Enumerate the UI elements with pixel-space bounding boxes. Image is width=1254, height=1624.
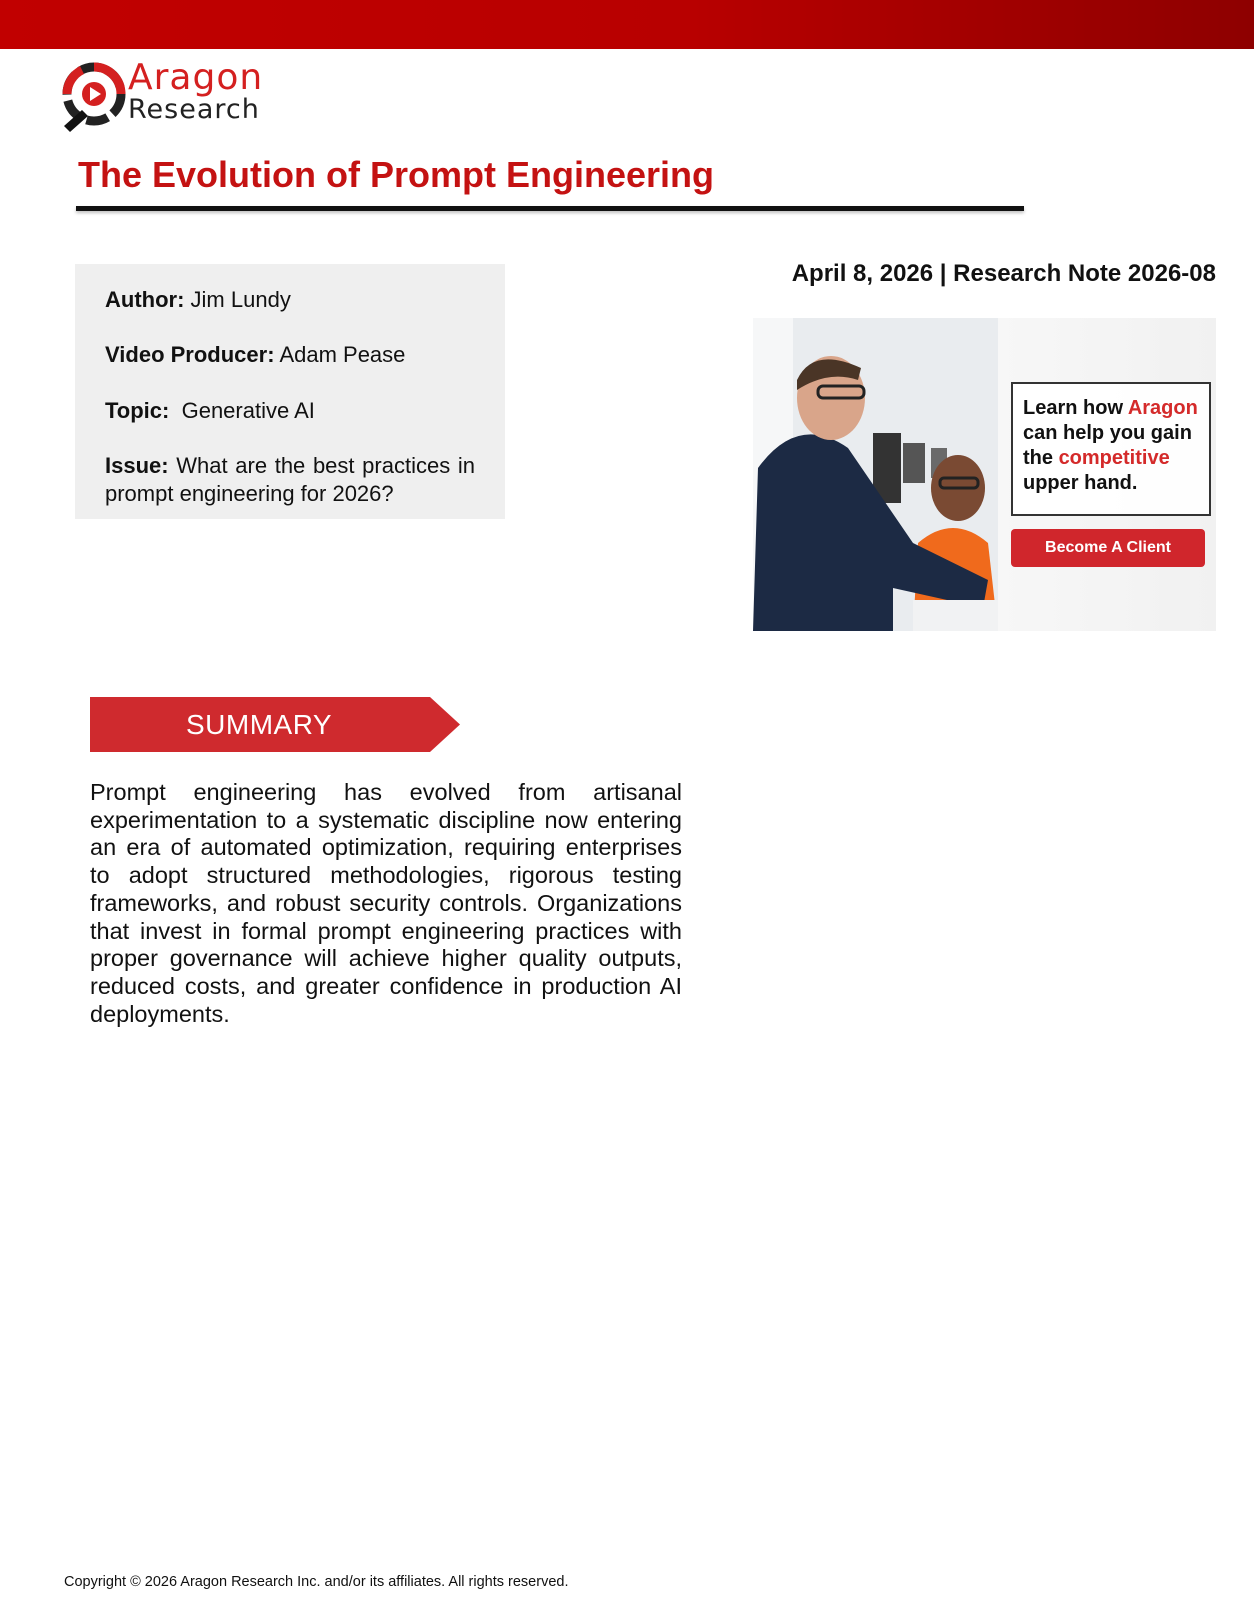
issue-value: What are the best practices in prompt engineering for 2026? — [105, 453, 475, 506]
ad-text-aragon: Aragon — [1127, 397, 1198, 419]
ad-message-box — [1011, 382, 1211, 516]
dateline: April 8, 2026 | Research Note 2026-08 — [791, 260, 1216, 287]
logo-line-1: Aragon — [128, 57, 264, 98]
summary-paragraph: Prompt engineering has evolved from artisanal experimentation to a systematic discipline now entering an era of automated optimization, requiring enterprises to adopt structured methodologies, rigorous testing frameworks, and robust security controls. Organizations that invest in formal prompt engineering practices with proper governance will achieve higher quality outputs, reduced costs, and greater confidence in production AI deployments. — [90, 779, 682, 1027]
aragon-research-logo — [62, 57, 302, 132]
ad-photo — [753, 318, 998, 631]
ad-text-1: Learn how — [1023, 397, 1128, 419]
copyright-notice: Copyright © 2026 Aragon Research Inc. and/or its affiliates. All rights reserved. — [64, 1574, 569, 1590]
topic-line — [105, 397, 315, 425]
producer-label: Video Producer: — [105, 342, 275, 367]
metadata-box — [75, 264, 505, 519]
issue-line — [105, 452, 475, 508]
topic-value: Generative AI — [181, 398, 315, 423]
logo-wordmark — [128, 57, 264, 125]
become-client-ad[interactable] — [753, 318, 1216, 631]
top-banner-bar — [0, 0, 1254, 49]
aragon-logo-icon — [62, 60, 126, 132]
ad-message — [1023, 396, 1205, 496]
ad-text-2: can help you gain the — [1023, 422, 1192, 469]
title-divider — [76, 206, 1024, 211]
topic-label: Topic: — [105, 398, 170, 423]
author-value: Jim Lundy — [190, 287, 291, 312]
page-title: The Evolution of Prompt Engineering — [78, 154, 714, 195]
author-line — [105, 286, 291, 314]
author-label: Author: — [105, 287, 185, 312]
ad-text-competitive: competitive — [1058, 447, 1170, 469]
producer-line — [105, 341, 405, 369]
logo-line-2: Research — [128, 94, 260, 125]
summary-banner — [90, 697, 460, 752]
summary-heading: SUMMARY — [186, 709, 333, 740]
become-client-button[interactable]: Become A Client — [1011, 529, 1205, 567]
ad-text-3: upper hand. — [1023, 472, 1138, 494]
producer-value: Adam Pease — [279, 342, 406, 367]
issue-label: Issue: — [105, 453, 169, 478]
